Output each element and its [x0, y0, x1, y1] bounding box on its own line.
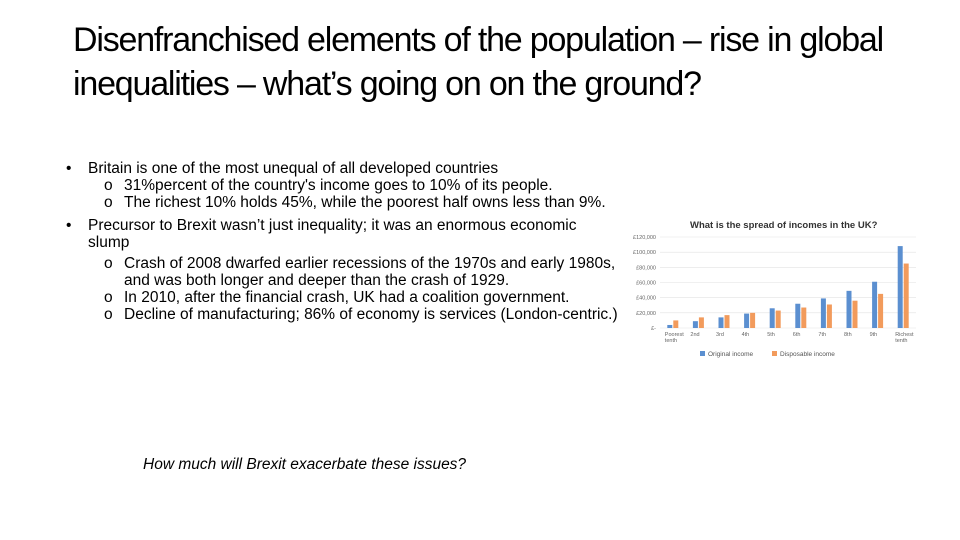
sub-bullet-item	[58, 255, 618, 289]
bullet-text: Britain is one of the most unequal of all developed countries	[88, 160, 499, 177]
bar	[904, 264, 909, 328]
bar	[878, 294, 883, 328]
bar	[667, 325, 672, 328]
sub-bullet-symbol: o	[104, 255, 113, 272]
slide-body	[58, 160, 618, 323]
x-tick-label: 7th	[818, 332, 827, 338]
bar	[725, 315, 730, 328]
y-tick-label: £20,000	[636, 310, 656, 317]
sub-bullet-symbol: o	[104, 177, 113, 194]
x-tick-label: 6th	[792, 332, 801, 338]
sub-bullet-text: 31%percent of the country's income goes to 10% of its people.	[124, 177, 553, 194]
income-spread-chart	[620, 210, 920, 370]
bar	[827, 304, 832, 328]
sub-bullet-symbol: o	[104, 306, 113, 323]
x-tick-label: 5th	[767, 332, 775, 338]
bar	[847, 291, 852, 328]
bullet-text: Precursor to Brexit wasn’t just inequality; it was an enormous economic slump	[88, 217, 577, 251]
y-tick-label: £40,000	[636, 295, 656, 302]
chart-canvas	[620, 210, 920, 370]
x-tick-label: 9th	[869, 332, 878, 338]
x-tick-label: Poorest	[664, 332, 684, 338]
sub-bullet-item	[58, 306, 618, 323]
sub-bullet-text: Crash of 2008 dwarfed earlier recessions of the 1970s and early 1980s, and was both longer and deeper than the crash of 1929.	[124, 255, 616, 289]
x-tick-label: tenth	[895, 338, 908, 344]
x-tick-label: Richest	[895, 332, 914, 338]
legend-label: Original income	[708, 351, 754, 358]
sub-bullet-item	[58, 194, 618, 211]
bullet-symbol: •	[66, 217, 72, 234]
x-tick-label: 2nd	[690, 332, 700, 338]
bar	[719, 317, 724, 328]
y-tick-label: £-	[651, 326, 656, 332]
sub-bullet-text: Decline of manufacturing; 86% of economy is services (London-centric.)	[124, 306, 618, 323]
bar	[673, 320, 678, 328]
y-tick-label: £120,000	[633, 235, 656, 241]
bar	[853, 301, 858, 328]
sub-bullet-item	[58, 289, 618, 306]
bullet-item	[58, 160, 618, 177]
bar	[821, 298, 826, 328]
bar	[744, 314, 749, 328]
legend-swatch	[700, 351, 705, 356]
bar	[898, 246, 903, 328]
sub-bullet-symbol: o	[104, 194, 113, 211]
sub-bullet-text: In 2010, after the financial crash, UK had a coalition government.	[124, 289, 570, 306]
legend-label: Disposable income	[780, 351, 835, 358]
bar	[770, 308, 775, 328]
sub-bullet-text: The richest 10% holds 45%, while the poorest half owns less than 9%.	[124, 194, 606, 211]
y-tick-label: £60,000	[636, 280, 656, 287]
bar	[795, 304, 800, 328]
x-tick-label: 3rd	[716, 332, 724, 338]
x-tick-label: tenth	[664, 338, 678, 344]
x-tick-label: 8th	[844, 332, 852, 338]
y-tick-label: £100,000	[633, 250, 656, 257]
bar	[699, 317, 704, 328]
bar	[801, 308, 806, 328]
closing-question: How much will Brexit exacerbate these issues?	[143, 456, 467, 473]
x-tick-label: 4th	[741, 332, 750, 338]
bullet-symbol: •	[66, 160, 72, 177]
bullet-item	[58, 217, 618, 251]
slide-title: Disenfranchised elements of the population – rise in global inequalities – what’s going on on the ground?	[73, 21, 883, 103]
y-tick-label: £80,000	[636, 265, 656, 272]
bar	[776, 311, 781, 328]
legend-swatch	[772, 351, 777, 356]
bar	[872, 282, 877, 328]
chart-title: What is the spread of incomes in the UK?	[690, 220, 878, 231]
sub-bullet-symbol: o	[104, 289, 113, 306]
sub-bullet-item	[58, 177, 618, 194]
bar	[693, 321, 698, 328]
bar	[750, 313, 755, 328]
